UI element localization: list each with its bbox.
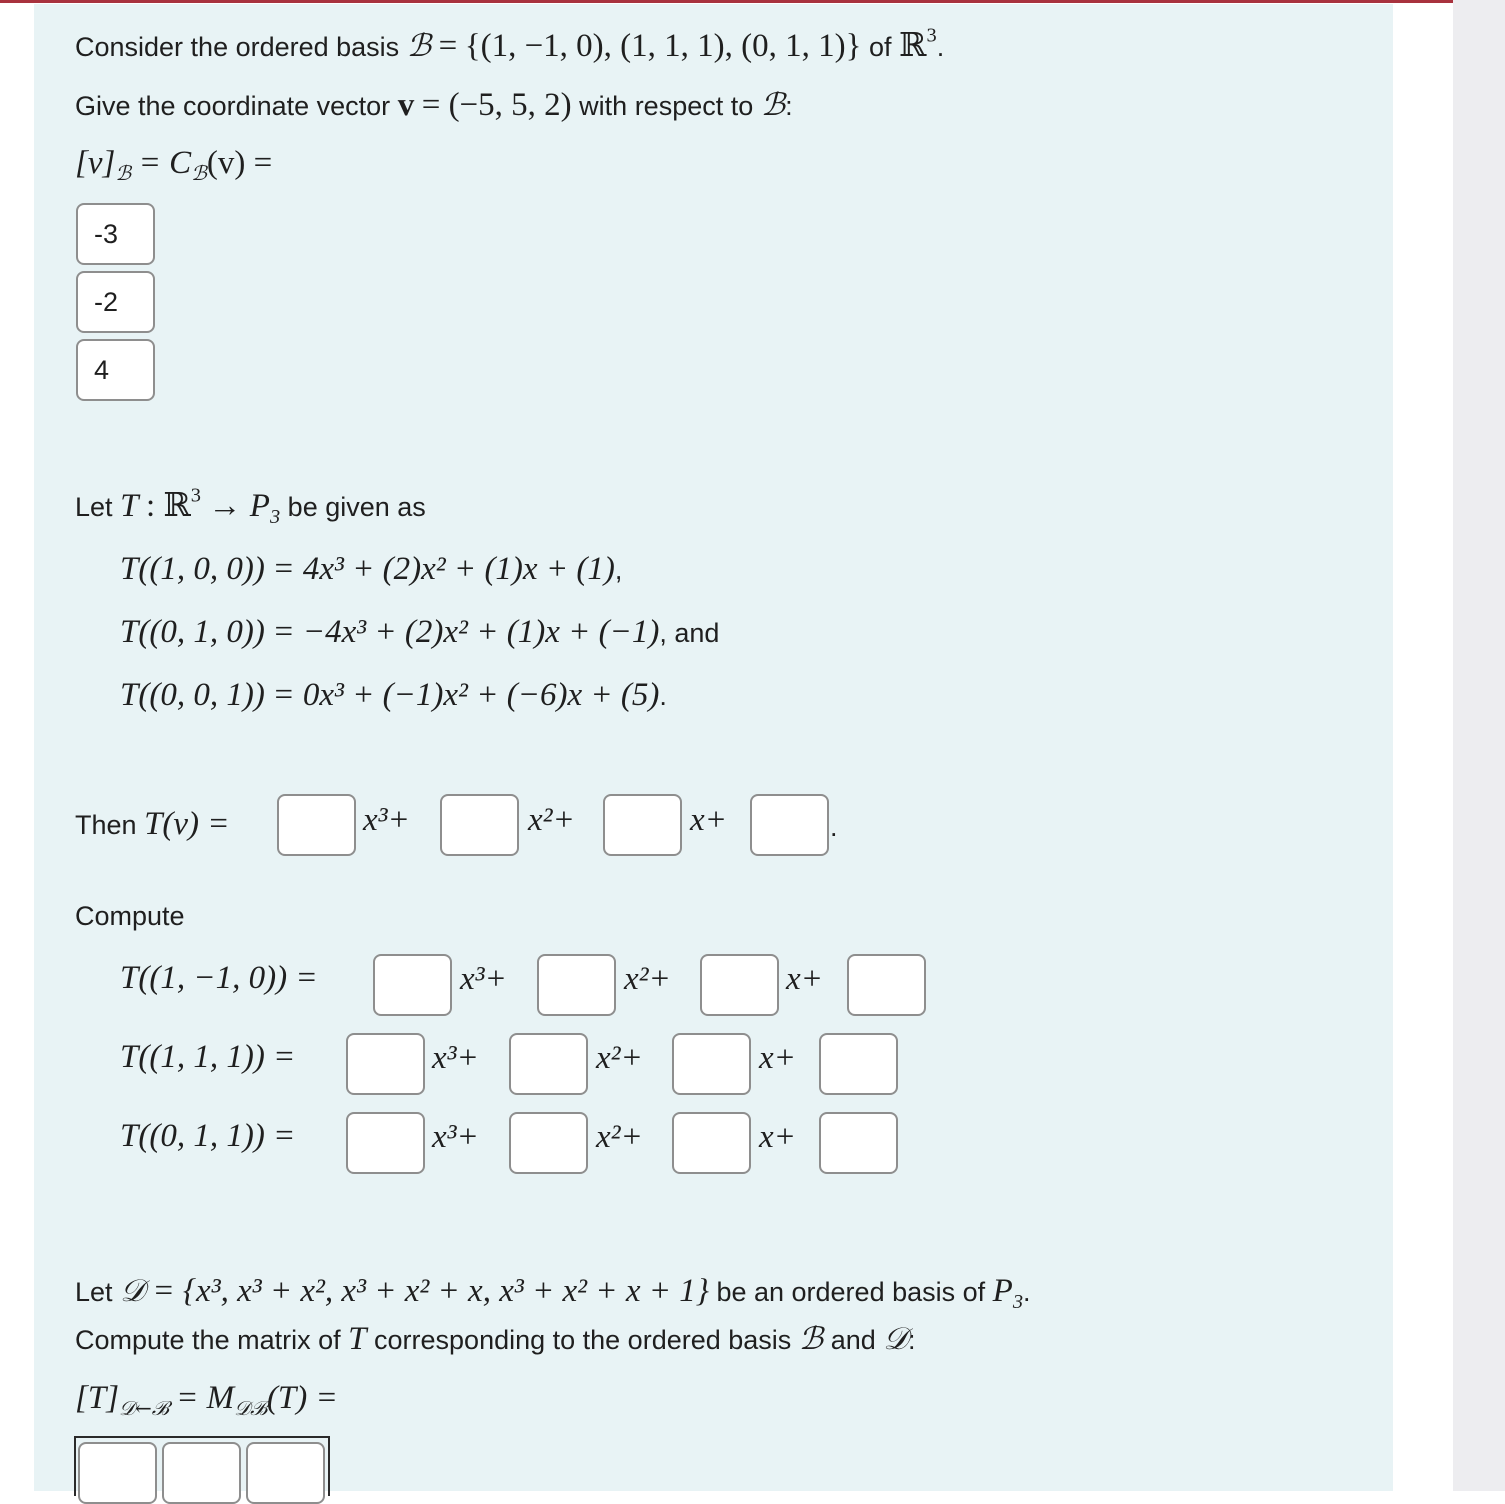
- row2-x-term: x+: [759, 1040, 796, 1076]
- basis-d-statement: Let 𝒟 = {x³, x³ + x², x³ + x² + x, x³ + x² + x + 1} be an ordered basis of $P_3$.: [75, 1273, 1031, 1314]
- tv-constant-input[interactable]: [750, 794, 829, 856]
- row1-x3-input[interactable]: [373, 954, 452, 1016]
- compute-label: Compute: [75, 901, 185, 931]
- tv-label: Then T(v) =: [75, 806, 230, 842]
- row1-x2-input[interactable]: [537, 954, 616, 1016]
- tv-x2-coefficient-input[interactable]: [440, 794, 519, 856]
- row1-x2-term: x²+: [624, 961, 671, 997]
- tv-x-term: x+: [690, 802, 727, 838]
- row2-x2-term: x²+: [596, 1040, 643, 1076]
- row2-x3-input[interactable]: [346, 1033, 425, 1095]
- top-accent-bar: [0, 0, 1505, 3]
- row1-x3-term: x³+: [460, 961, 507, 997]
- row2-x3-term: x³+: [432, 1040, 479, 1076]
- compute-row-3-label: T((0, 1, 1)) =: [120, 1118, 296, 1154]
- coordinate-input-3[interactable]: [76, 339, 155, 401]
- coordinate-prompt: Give the coordinate vector v = (−5, 5, 2) with respect to ℬ:: [75, 87, 793, 123]
- matrix-expression: $[T]_{𝒟\leftarrow ℬ} = M_{𝒟ℬ}(T)$ =: [75, 1380, 338, 1420]
- coordinate-input-1[interactable]: [76, 203, 155, 265]
- row3-x-term: x+: [759, 1119, 796, 1155]
- row1-x-input[interactable]: [700, 954, 779, 1016]
- matrix-cell-1-2[interactable]: [162, 1442, 241, 1504]
- definition-row-1: T((1, 0, 0)) = 4x³ + (2)x² + (1)x + (1),: [120, 551, 623, 587]
- row3-x2-term: x²+: [596, 1119, 643, 1155]
- coordinate-expression: $[v]_ℬ = C_ℬ(v)$ =: [75, 145, 273, 185]
- tv-x-coefficient-input[interactable]: [603, 794, 682, 856]
- row3-x-input[interactable]: [672, 1112, 751, 1174]
- row1-x-term: x+: [786, 961, 823, 997]
- row1-constant-input[interactable]: [847, 954, 926, 1016]
- tv-x3-term: x³+: [363, 802, 410, 838]
- row2-x2-input[interactable]: [509, 1033, 588, 1095]
- matrix-prompt: Compute the matrix of T corresponding to the ordered basis ℬ and 𝒟:: [75, 1321, 916, 1357]
- transformation-statement: Let T : ℝ$^3$ → $P_3$ be given as: [75, 484, 426, 529]
- basis-statement: Consider the ordered basis ℬ = {(1, −1, 0), (1, 1, 1), (0, 1, 1)} of ℝ$^3$.: [75, 24, 945, 64]
- row2-constant-input[interactable]: [819, 1033, 898, 1095]
- right-scroll-gutter[interactable]: [1453, 0, 1505, 1491]
- tv-period: .: [830, 812, 838, 842]
- row3-x3-term: x³+: [432, 1119, 479, 1155]
- row3-x2-input[interactable]: [509, 1112, 588, 1174]
- compute-row-1-label: T((1, −1, 0)) =: [120, 960, 318, 996]
- definition-row-2: T((0, 1, 0)) = −4x³ + (2)x² + (1)x + (−1), and: [120, 614, 720, 650]
- matrix-cell-1-3[interactable]: [246, 1442, 325, 1504]
- compute-row-2-label: T((1, 1, 1)) =: [120, 1039, 296, 1075]
- matrix-cell-1-1[interactable]: [78, 1442, 157, 1504]
- definition-row-3: T((0, 0, 1)) = 0x³ + (−1)x² + (−6)x + (5).: [120, 677, 667, 713]
- coordinate-input-2[interactable]: [76, 271, 155, 333]
- row3-x3-input[interactable]: [346, 1112, 425, 1174]
- row2-x-input[interactable]: [672, 1033, 751, 1095]
- row3-constant-input[interactable]: [819, 1112, 898, 1174]
- question-panel: [34, 4, 1393, 1491]
- matrix-grid: [74, 1436, 330, 1496]
- tv-x2-term: x²+: [528, 802, 575, 838]
- tv-x3-coefficient-input[interactable]: [277, 794, 356, 856]
